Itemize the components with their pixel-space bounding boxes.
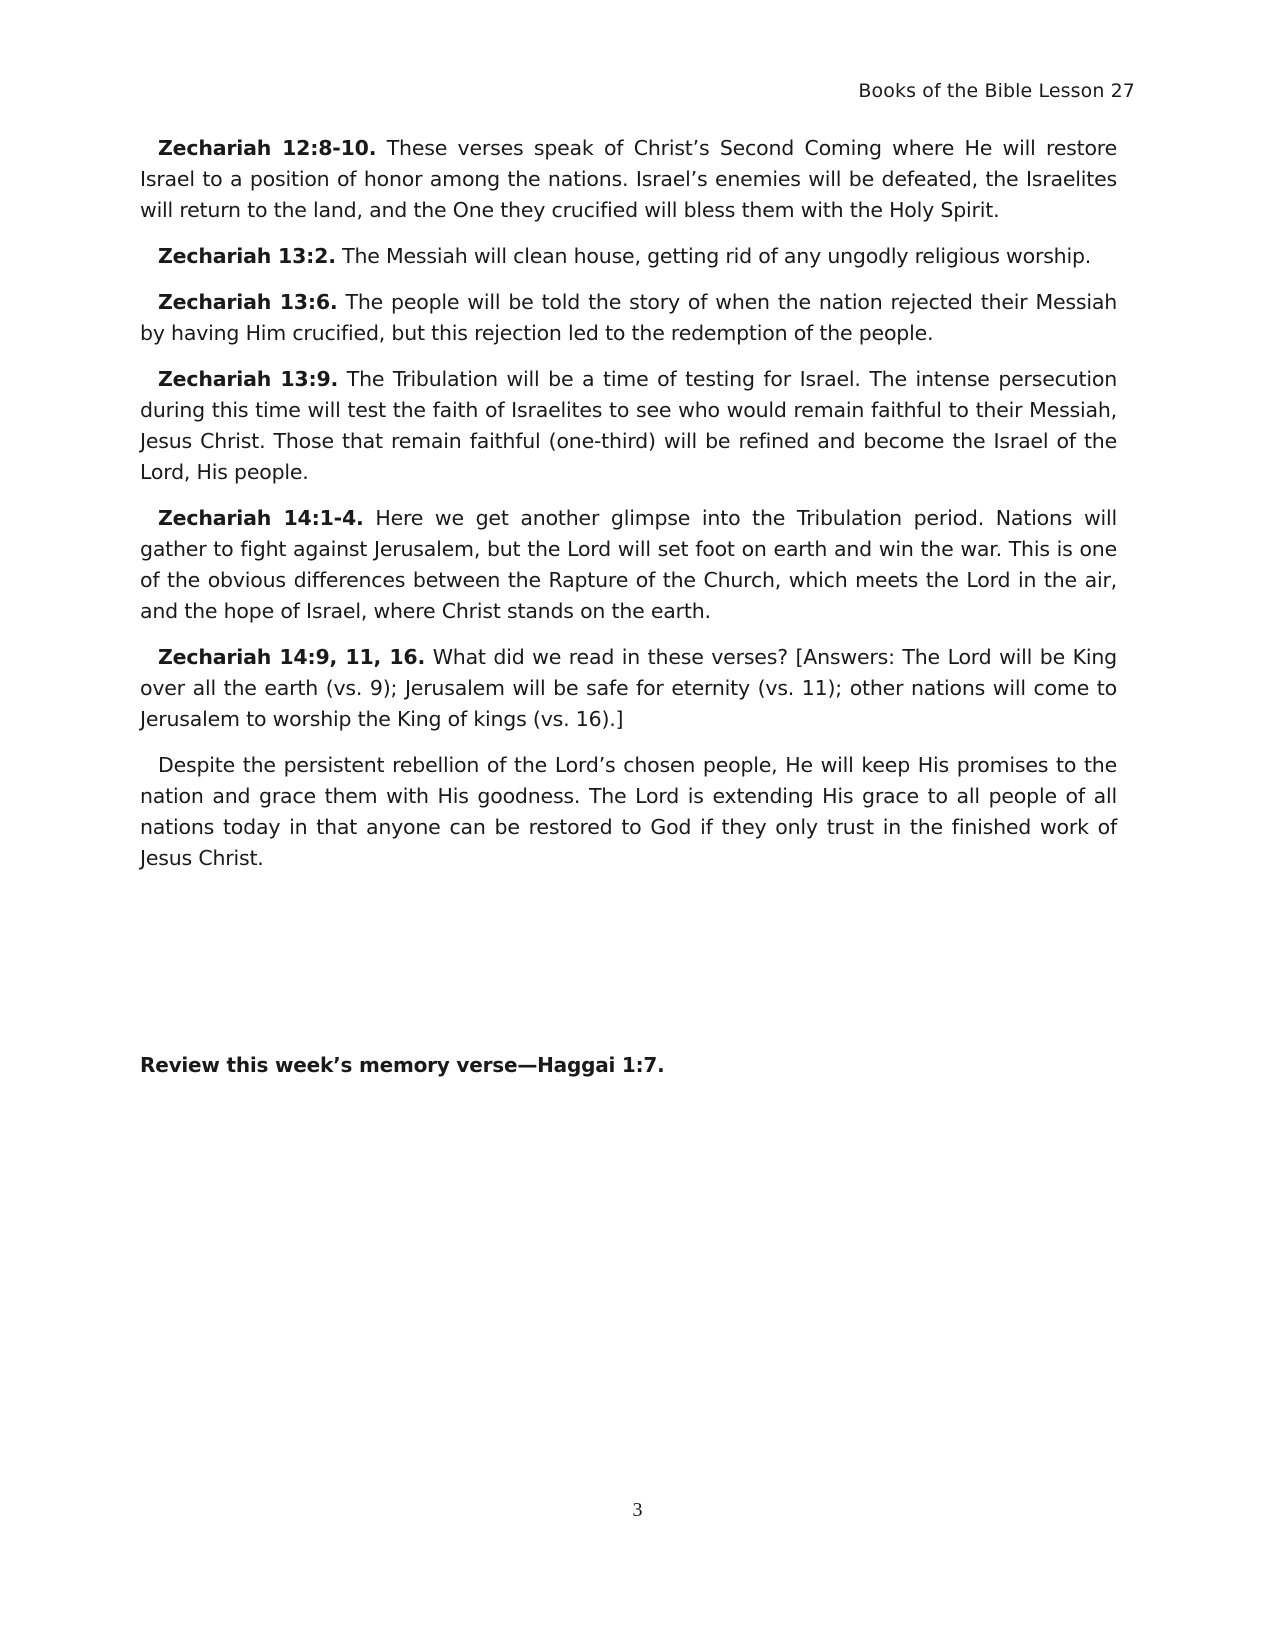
paragraph-zechariah-14-1-4 [140, 503, 1117, 627]
paragraph-zechariah-13-6 [140, 287, 1117, 349]
lesson-body [140, 133, 1117, 889]
paragraph-zechariah-12-8-10 [140, 133, 1117, 226]
paragraph-conclusion [140, 750, 1117, 874]
scripture-reference: Zechariah 12:8-10. [158, 136, 377, 160]
paragraph-text: The Tribulation will be a time of testing for Israel. The intense persecution during this time will test the faith of Israelites to see who would remain faithful to their Messiah, Jesus Christ. Those that remain faithful (one-third) will be refined and become the Israel of the Lord, His people. [140, 367, 1118, 484]
memory-verse-review: Review this week’s memory verse—Haggai 1:7. [140, 1053, 665, 1077]
paragraph-text: What did we read in these verses? [Answers: The Lord will be King over all the earth (vs. 9); Jerusalem will be safe for eternity (vs. 11); other nations will come to Jerusalem to worship the King of kings (vs. 16).] [140, 645, 1117, 731]
scripture-reference: Zechariah 13:2. [158, 244, 336, 268]
scripture-reference: Zechariah 13:6. [158, 290, 338, 314]
page-header: Books of the Bible Lesson 27 [858, 80, 1135, 102]
page-number: 3 [632, 1499, 643, 1521]
paragraph-zechariah-13-9 [140, 364, 1117, 488]
paragraph-text: The Messiah will clean house, getting rid of any ungodly religious worship. [335, 244, 1092, 268]
paragraph-text: Despite the persistent rebellion of the Lord’s chosen people, He will keep His promises to the nation and grace them with His goodness. The Lord is extending His grace to all people of all nations today in that anyone can be restored to God if they only trust in the finished work of Jesus Christ. [140, 753, 1117, 870]
paragraph-text: These verses speak of Christ’s Second Coming where He will restore Israel to a position of honor among the nations. Israel’s enemies will be defeated, the Israelites will return to the land, and the One they crucified will bless them with the Holy Spirit. [140, 136, 1117, 222]
paragraph-text: The people will be told the story of when the nation rejected their Messiah by having Him crucified, but this rejection led to the redemption of the people. [140, 290, 1117, 345]
paragraph-zechariah-14-9-11-16 [140, 642, 1117, 735]
scripture-reference: Zechariah 13:9. [158, 367, 339, 391]
paragraph-zechariah-13-2 [140, 241, 1117, 272]
paragraph-text: Here we get another glimpse into the Tribulation period. Nations will gather to fight against Jerusalem, but the Lord will set foot on earth and win the war. This is one of the obvious differences between the Rapture of the Church, which meets the Lord in the air, and the hope of Israel, where Christ stands on the earth. [140, 506, 1118, 623]
scripture-reference: Zechariah 14:1-4. [158, 506, 364, 530]
scripture-reference: Zechariah 14:9, 11, 16. [158, 645, 426, 669]
